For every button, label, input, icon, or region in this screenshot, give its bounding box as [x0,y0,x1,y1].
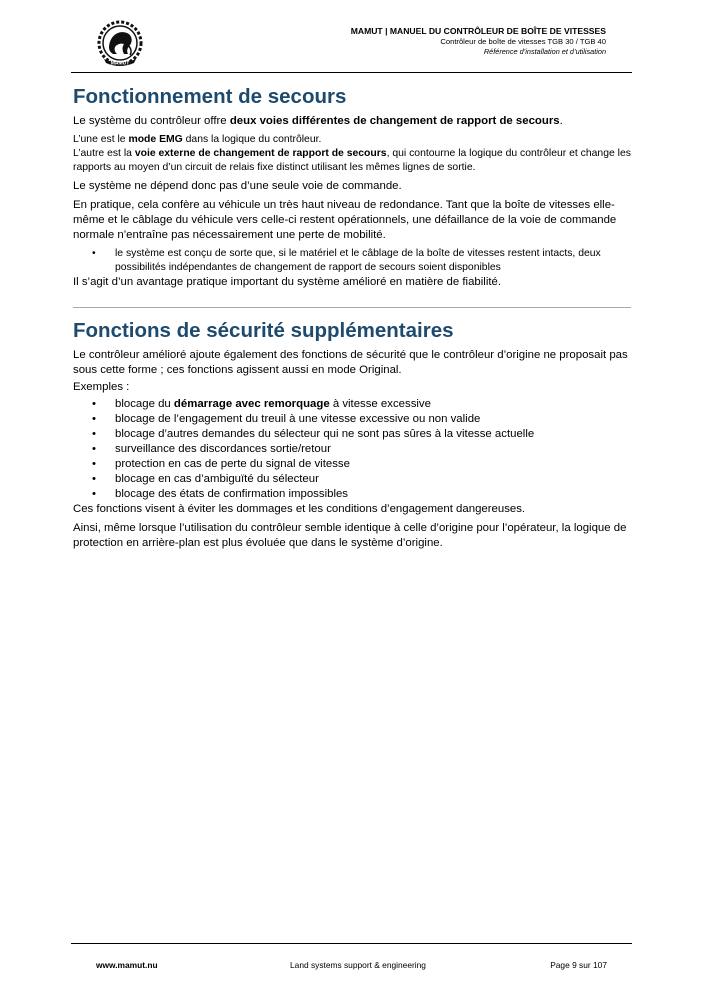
paragraph-advantage: Il s’agit d’un avantage pratique important du système amélioré en matière de fiabilité. [73,276,502,288]
paragraph-purpose: Ces fonctions visent à éviter les dommages et les conditions d’engagement dangereuses. [73,503,526,515]
bullet-icon: • [92,473,96,485]
bullet-icon: • [92,428,96,440]
list-item: • le système est conçu de sorte que, si le matériel et le câblage de la boîte de vitesses restent intacts, deux possibilités indépendantes de changement de rapport de secours soient disponibles [92,248,601,273]
list-item: • blocage de l’engagement du treuil à une vitesse excessive ou non valide [92,413,481,425]
bullet-icon: • [92,398,96,410]
bold-external-path: voie externe de changement de rapport de secours [134,148,387,159]
paragraph-safety-intro: Le contrôleur amélioré ajoute également des fonctions de sécurité que le contrôleur d’origine ne proposait pas sous cette forme ; ces fonctions agissent aussi en mode Original. [73,349,628,376]
examples-label: Exemples : [73,381,130,393]
redundancy-bullet-list [73,247,631,275]
paragraph-intro: Le système du contrôleur offre deux voies différentes de changement de rapport de secours. [73,115,563,127]
list-item: • blocage d’autres demandes du sélecteur qui ne sont pas sûres à la vitesse actuelle [92,428,535,440]
list-item: • blocage en cas d’ambiguïté du sélecteur [92,473,319,485]
bold-two-emergency-paths: deux voies différentes de changement de rapport de secours [229,115,560,127]
list-item: • surveillance des discordances sortie/retour [92,443,331,455]
section-heading-emergency: Fonctionnement de secours [73,85,347,108]
section-separator [73,307,631,308]
bold-tow-start: démarrage avec remorquage [173,398,330,410]
mamut-logo [95,19,145,69]
paragraph-conclusion: Ainsi, même lorsque l’utilisation du contrôleur semble identique à celle d’origine pour l’opérateur, la logique de protection en arrière-plan est plus évoluée que dans le système d’origine. [73,522,627,549]
safety-functions-list [73,397,631,502]
header-divider [71,72,632,73]
section-heading-safety: Fonctions de sécurité supplémentaires [73,319,454,342]
footer-divider [71,943,632,944]
footer-tagline: Land systems support & engineering [290,960,426,970]
footer-website-link[interactable]: www.mamut.nu [96,960,158,970]
bullet-icon: • [92,488,96,500]
bold-emg-mode: mode EMG [128,134,183,145]
footer-page-number: Page 9 sur 107 [550,960,607,970]
bullet-icon: • [92,413,96,425]
paragraph-external-path: L’autre est la voie externe de changement de rapport de secours, qui contourne la logique du contrôleur et change les rapports au moyen d’un circuit de relais fixe distinct utilisant les mêmes lignes de sortie. [73,148,631,173]
header-text-block [351,26,606,57]
list-item: • blocage du démarrage avec remorquage à vitesse excessive [92,398,431,410]
document-reference: Référence d’installation et d’utilisation [483,47,606,56]
list-item: • protection en cas de perte du signal de vitesse [92,458,350,470]
document-subtitle: Contrôleur de boîte de vitesses TGB 30 / TGB 40 [440,37,606,46]
list-item: • blocage des états de confirmation impossibles [92,488,349,500]
bullet-icon: • [92,248,96,259]
bullet-icon: • [92,443,96,455]
paragraph-single-path: Le système ne dépend donc pas d’une seule voie de commande. [73,180,402,192]
page-content [73,84,631,551]
bullet-icon: • [92,458,96,470]
paragraph-emg-mode: L’une est le mode EMG dans la logique du contrôleur. [73,134,322,145]
document-title: MAMUT | MANUEL DU CONTRÔLEUR DE BOÎTE DE VITESSES [350,26,606,36]
page-header [71,14,632,72]
paragraph-redundancy: En pratique, cela confère au véhicule un très haut niveau de redondance. Tant que la boîte de vitesses elle-même et le câblage du véhicule vers celle-ci restent opérationnels, une défaillance de la voie de commande normale n’entraîne pas nécessairement une perte de mobilité. [73,199,617,241]
logo-text: MAMUT [110,60,130,67]
